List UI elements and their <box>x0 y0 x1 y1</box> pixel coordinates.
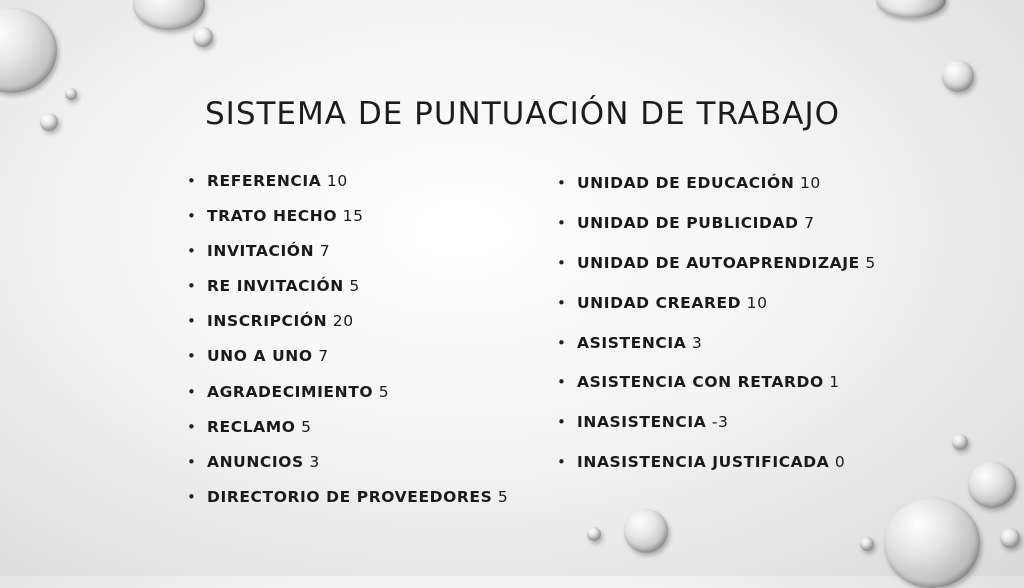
slide-title: SISTEMA DE PUNTUACIÓN DE TRABAJO <box>205 96 840 132</box>
score-item-label: REFERENCIA <box>207 172 322 190</box>
water-drop-icon <box>876 0 946 18</box>
score-item-value: -3 <box>711 413 729 432</box>
score-item-label: INASISTENCIA <box>577 413 707 432</box>
score-item-label: ANUNCIOS <box>207 452 304 471</box>
water-drop-icon <box>133 0 205 30</box>
score-item <box>185 311 508 346</box>
score-item <box>555 452 876 492</box>
score-item-value: 10 <box>799 174 821 192</box>
water-drop-icon <box>587 527 601 541</box>
score-item-label: AGRADECIMIENTO <box>207 382 374 401</box>
score-item-label: ASISTENCIA CON RETARDO <box>577 373 824 392</box>
score-item-value: 7 <box>318 347 329 366</box>
score-item-value: 7 <box>319 242 331 261</box>
water-drop-icon <box>624 509 668 553</box>
score-item-value: 5 <box>378 382 390 401</box>
score-item-value: 3 <box>309 452 320 471</box>
score-item <box>555 293 876 333</box>
water-drop-icon <box>40 113 58 131</box>
score-item-label: INASISTENCIA JUSTIFICADA <box>577 453 830 472</box>
score-item-value: 10 <box>326 172 348 190</box>
score-item <box>185 382 508 417</box>
score-item-label: DIRECTORIO DE PROVEEDORES <box>207 487 493 506</box>
score-item-label: RECLAMO <box>207 417 296 436</box>
score-item-label: UNIDAD DE AUTOAPRENDIZAJE <box>577 253 860 272</box>
score-item <box>555 173 876 213</box>
water-drop-icon <box>952 434 968 450</box>
score-item-value: 1 <box>829 373 840 392</box>
water-drop-icon <box>193 27 213 47</box>
score-item <box>185 206 508 241</box>
water-drop-icon <box>884 498 980 588</box>
right-score-list <box>555 173 876 492</box>
score-item <box>185 487 508 522</box>
score-item <box>555 372 876 412</box>
score-item-label: INVITACIÓN <box>207 242 315 261</box>
score-item-value: 20 <box>332 312 354 331</box>
score-item-value: 5 <box>865 253 876 272</box>
score-item-value: 10 <box>746 293 768 312</box>
score-item <box>185 241 508 276</box>
left-score-list <box>185 171 508 522</box>
score-item-label: UNO A UNO <box>207 347 313 366</box>
score-item <box>185 171 508 206</box>
water-drop-icon <box>942 60 974 92</box>
score-item-label: INSCRIPCIÓN <box>207 312 328 331</box>
score-item <box>555 253 876 293</box>
score-item-value: 3 <box>691 333 703 352</box>
water-drop-icon <box>0 8 57 93</box>
score-item-value: 5 <box>301 417 312 436</box>
score-item <box>555 213 876 253</box>
score-item <box>185 276 508 311</box>
score-item-value: 5 <box>497 487 509 506</box>
score-item <box>555 412 876 452</box>
score-item-value: 15 <box>342 207 364 226</box>
score-item-label: ASISTENCIA <box>577 333 687 352</box>
score-item-label: UNIDAD DE PUBLICIDAD <box>577 213 799 232</box>
water-drop-icon <box>968 462 1016 508</box>
water-drop-icon <box>1000 528 1020 548</box>
score-item-label: TRATO HECHO <box>207 207 338 226</box>
score-item <box>185 346 508 381</box>
score-item-label: UNIDAD DE EDUCACIÓN <box>577 174 795 192</box>
score-item <box>185 452 508 487</box>
water-drop-icon <box>860 537 874 551</box>
score-item-value: 7 <box>804 213 815 232</box>
score-item-label: UNIDAD CREARED <box>577 293 742 312</box>
score-item <box>555 333 876 373</box>
score-item-value: 5 <box>349 277 360 296</box>
score-item-label: RE INVITACIÓN <box>207 277 344 296</box>
score-item <box>185 417 508 452</box>
score-item-value: 0 <box>834 453 846 472</box>
water-drop-icon <box>65 88 77 100</box>
